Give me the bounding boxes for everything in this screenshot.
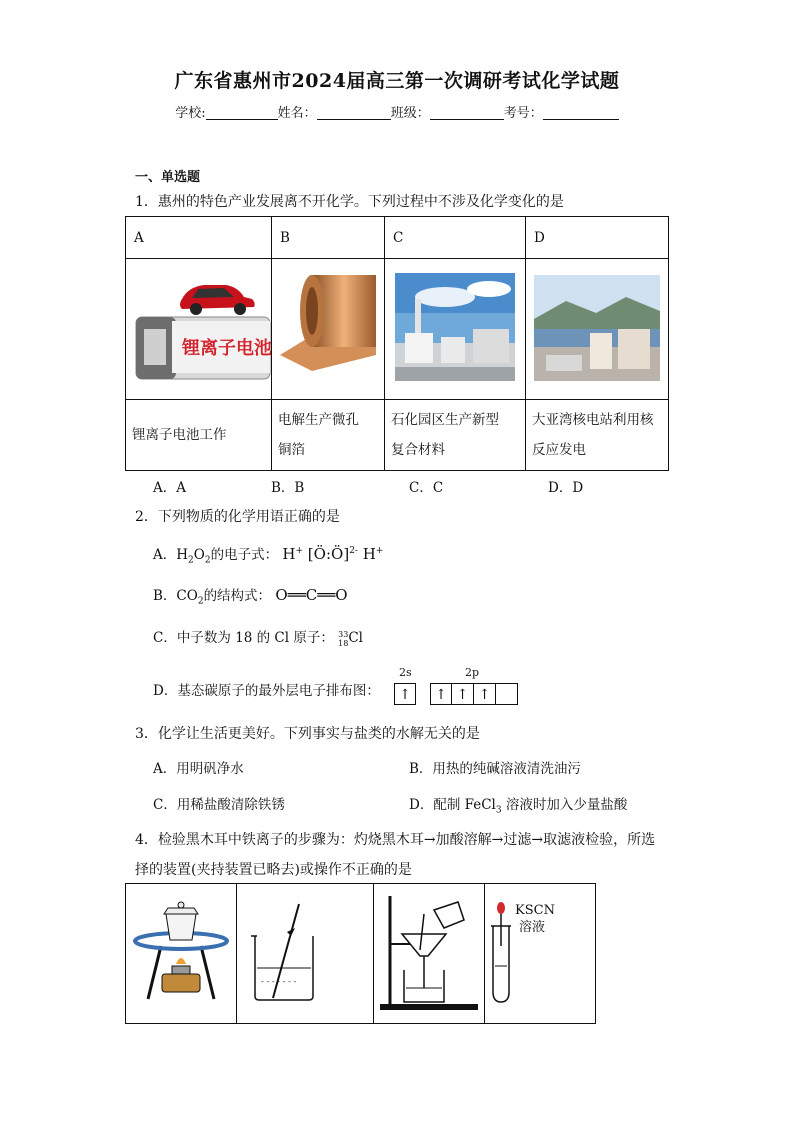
formula-h-left: H [282, 545, 296, 563]
formula-plus-right: + [375, 546, 384, 556]
class-blank[interactable] [430, 105, 504, 120]
q3-option-d[interactable] [409, 793, 627, 816]
orbital-2s-arrow: ↑ [394, 683, 416, 705]
q2-stem: 2．下列物质的化学用语正确的是 [135, 509, 340, 525]
q3-option-a[interactable]: A．用明矾净水 [153, 761, 244, 777]
q2-option-b[interactable] [153, 584, 348, 607]
q1-text-c-line1: 石化园区生产新型 [391, 412, 499, 428]
q1-image-d-cell [526, 259, 669, 400]
q1-header-b: B [272, 217, 385, 259]
formula-o1: Ö [313, 545, 326, 563]
q3-d-post: 溶液时加入少量盐酸 [501, 797, 628, 813]
copper-foil-image [272, 259, 376, 395]
q4-apparatus-table [125, 883, 596, 1024]
orbital-2p-label: 2p [465, 666, 480, 679]
q1-header-a: A [126, 217, 272, 259]
formula-charge: 2- [349, 546, 358, 556]
q1-text-c-line2: 复合材料 [391, 442, 445, 458]
nuclear-plant-image [526, 259, 660, 395]
q3-d-sub: 3 [495, 805, 502, 816]
cl-atomic-number: 18 [338, 638, 349, 648]
q2-option-d[interactable]: D．基态碳原子的最外层电子排布图： [153, 683, 380, 699]
orbital-2p-arrow-3: ↑ [474, 683, 496, 705]
q1-header-d: D [526, 217, 669, 259]
q4-stem-line1: 4．检验黑木耳中铁离子的步骤为：灼烧黑木耳→加酸溶解→过滤→取滤液检验，所选 [135, 832, 656, 848]
solution-label: 溶液 [519, 920, 546, 935]
q2-b-sub: 2 [197, 596, 204, 607]
q2-a-tail: 的电子式： [210, 547, 279, 563]
q1-image-a-cell [126, 259, 272, 400]
q2-b-tail: 的结构式： [203, 588, 272, 604]
crucible-burner-icon [126, 884, 236, 1019]
q2-option-c[interactable] [153, 626, 363, 648]
q1-text-a [126, 400, 272, 471]
test-tube-dropper-icon [485, 884, 595, 1019]
battery-label: 锂离子电池 [182, 338, 271, 359]
q4-cell-a [126, 884, 237, 1024]
class-label: 班级： [390, 106, 430, 121]
orbital-2p-arrow-1: ↑ [430, 683, 452, 705]
battery-car-image [126, 259, 271, 395]
q1-text-b-line2: 铜箔 [278, 442, 305, 458]
q1-text-b [272, 400, 385, 471]
q3-d-pre: D．配制 FeCl [409, 797, 496, 813]
q2-a-mid: O [193, 547, 205, 563]
q1-stem: 1．惠州的特色产业发展离不开化学。下列过程中不涉及化学变化的是 [135, 194, 564, 210]
name-blank[interactable] [317, 105, 391, 120]
orbital-2p-boxes [430, 683, 518, 705]
q2-a-label: A．H [153, 547, 189, 563]
orbital-2p-arrow-2: ↑ [452, 683, 474, 705]
q1-option-a[interactable]: A．A [153, 480, 186, 496]
q1-option-b[interactable]: B．B [271, 480, 305, 496]
exam-no-blank[interactable] [543, 105, 619, 120]
cl-mass-number: 33 [338, 629, 349, 639]
page-title: 广东省惠州市2024届高三第一次调研考试化学试题 [174, 70, 620, 92]
q1-table [125, 216, 669, 471]
school-label: 学校: [175, 106, 206, 121]
q1-image-b-cell [272, 259, 385, 400]
q1-text-d-line1: 大亚湾核电站利用核 [532, 412, 654, 428]
q2-c-label: C．中子数为 18 的 Cl 原子： [153, 630, 334, 646]
q1-text-a-line1: 锂离子电池工作 [132, 427, 227, 443]
q4-cell-b [237, 884, 374, 1024]
orbital-2s-box [394, 683, 416, 705]
school-blank[interactable] [206, 105, 278, 120]
svg-text:- - - - - - -: - - - - - - - [261, 977, 297, 986]
q4-cell-d [485, 884, 596, 1024]
name-label: 姓名： [277, 106, 317, 121]
q1-text-d-line2: 反应发电 [532, 442, 586, 458]
cl-symbol: Cl [348, 630, 363, 646]
q1-option-d[interactable]: D．D [548, 480, 584, 496]
q3-stem: 3．化学让生活更美好。下列事实与盐类的水解无关的是 [135, 726, 480, 742]
beaker-stirring-icon [237, 884, 373, 1019]
q1-header-c: C [385, 217, 526, 259]
q4-cell-c [374, 884, 485, 1024]
q2-a-sub1: 2 [188, 555, 194, 566]
q3-option-c[interactable]: C．用稀盐酸清除铁锈 [153, 797, 285, 813]
section-heading: 一、单选题 [135, 170, 201, 185]
formula-o2: Ö [331, 545, 344, 563]
q2-option-a[interactable] [153, 543, 383, 566]
q1-image-c-cell [385, 259, 526, 400]
q1-text-d [526, 400, 669, 471]
co2-structure-formula: O══C══O [275, 586, 348, 604]
filtration-icon [374, 884, 484, 1019]
kscn-label: KSCN [515, 903, 555, 918]
exam-no-label: 考号： [503, 106, 543, 121]
q1-text-b-line1: 电解生产微孔 [278, 412, 359, 428]
formula-plus-left: + [295, 546, 304, 556]
q1-option-c[interactable]: C．C [409, 480, 444, 496]
q2-a-sub2: 2 [204, 555, 211, 566]
q4-stem-line2: 择的装置(夹持装置已略去)或操作不正确的是 [135, 862, 412, 878]
orbital-2s-label: 2s [399, 666, 412, 679]
student-info-line [0, 102, 794, 121]
formula-h-right: H [362, 545, 376, 563]
q2-b-label: B．CO [153, 588, 198, 604]
h2o2-electron-formula: H+ [Ö:Ö]$^{2-}$ H+ [282, 545, 384, 563]
cl-nuclide-numbers [338, 630, 348, 648]
orbital-2p-empty [496, 683, 518, 705]
q3-option-b[interactable]: B．用热的纯碱溶液清洗油污 [409, 761, 581, 777]
petrochemical-image [385, 259, 517, 395]
q1-text-c [385, 400, 526, 471]
